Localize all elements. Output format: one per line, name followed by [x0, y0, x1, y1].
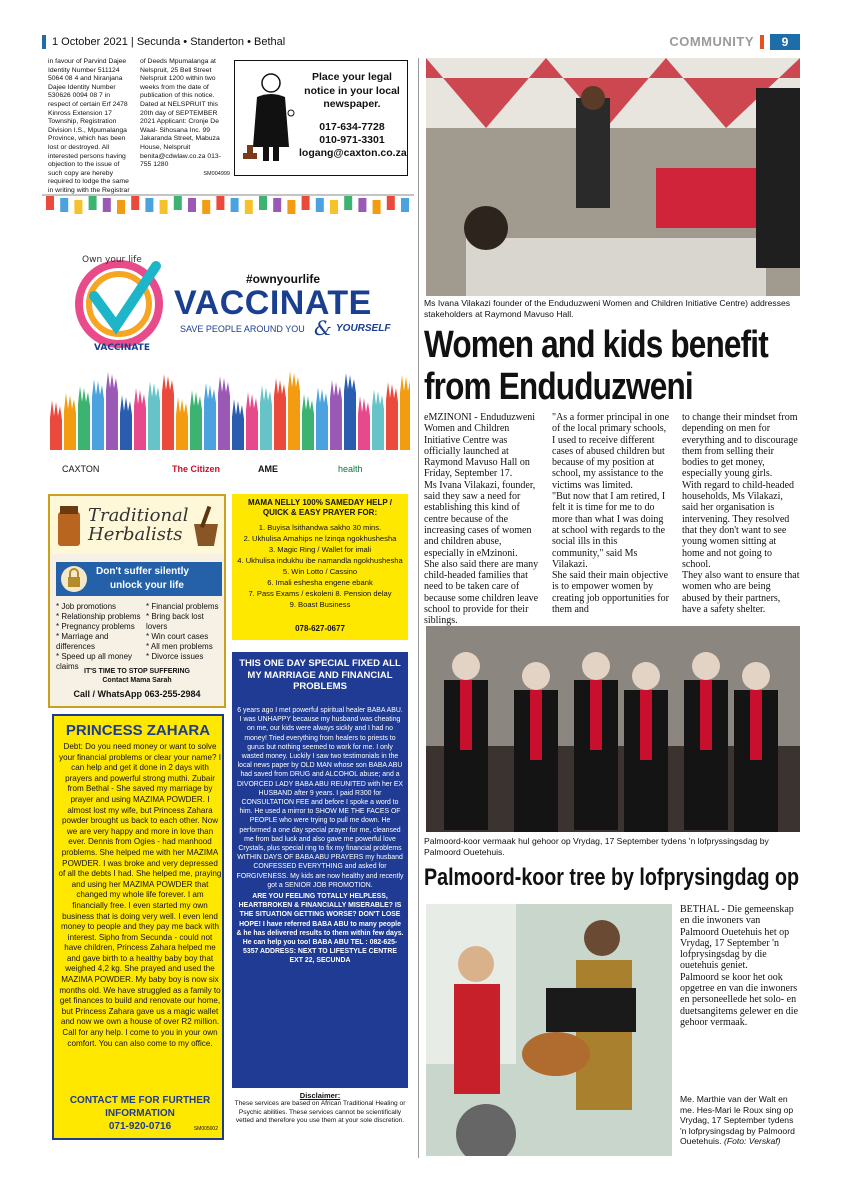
page-header — [42, 34, 800, 50]
raised-hand — [176, 397, 188, 450]
zahara-title: PRINCESS ZAHARA — [65, 722, 211, 739]
bunting-flag — [202, 200, 210, 214]
vaccinate-headline: VACCINATE — [174, 284, 372, 322]
article2-headline: Palmoord-koor tree by lofprysingdag op — [424, 864, 800, 891]
bunting-decoration — [42, 192, 414, 218]
herbalists-banner-line2: unlock your life — [110, 580, 184, 591]
photo-credit: (Foto: Verskaf) — [723, 1136, 781, 1146]
badge-top-text: Own your life — [82, 255, 142, 265]
raised-hand — [344, 373, 356, 450]
bunting-flag — [160, 200, 168, 214]
mortar-icon — [192, 504, 220, 548]
bunting-flag — [174, 196, 182, 210]
mama-nelly-title: MAMA NELLY 100% SAMEDAY HELP / QUICK & EASY PRAYER FOR: — [247, 498, 393, 517]
raised-hand — [50, 400, 62, 450]
raised-hand — [120, 395, 132, 450]
choir-photo — [426, 626, 800, 832]
page-number: 9 — [770, 34, 800, 50]
bunting-flag — [302, 196, 310, 210]
baba-abu-body: 6 years ago I met powerful spiritual healer BABA ABU. I was UNHAPPY because my husband was cheating on me, our kids were always sickly and I had no money! Tried everything from healers to priests to gurus but nothing seemed to work for me. I only wasted money. Luckily I saw two testimonials in the local news paper by OLD MAN whose son BABA ABU had saved from DRUG and ALCOHOL abuse; and a DIVORCED LADY BABA ABU REUNITED with her EX HUSBAND after 9 years. I paid R300 for CONSULTATION FEE and before I spoke a word to him. He used a mirror to SHOW ME THE FACES OF PEOPLE who were trying to pull me down. He performed a one day special prayer for me, cleansed me from bad luck and also gave me powerful love Crystals, plus special ring to fix my financial problems WITHIN DAYS OF BABA ABU PRAYERS my husband CONFESSED EVERYTHING and asked for FORGIVENESS. My kids are now healthy and recently got a SENIOR JOB PROMOTION. ARE YOU FEELING TOTALLY HELPLESS, HEARTBROKEN & FINANCIALLY MISERABLE? IS THE SITUATION GETTING WORSE? DON'T LOSE HOPE! I have referred BABA ABU to many people & he has delivered results to them within few days. He can help you too! BABA ABU TEL : 082-625-5357 ADDRESS: NEXT TO LIFESTYLE CENTRE EXT 22, SECUNDA — [236, 707, 404, 965]
health-logo: health — [338, 464, 363, 474]
bunting-flag — [316, 198, 324, 212]
legal-notice-ref: SM004999 — [203, 170, 230, 177]
herbalists-list-b: * Financial problems * Bring back lost lovers * Win court cases * All men problems * Divorce issues — [146, 602, 219, 661]
bunting-flag — [89, 196, 97, 210]
legal-notice-col1: in favour of Parvind Dajee Identity Number 511124 5064 08 4 and Niranjana Dajee Identity Number 530626 0094 08 7 in respect of certain Erf 2478 Kinross Extension 17 Township, Registration Division I.S., Mpumalanga Province, which has been lost or destroyed. All interested persons having objection to the issue of such copy are hereby required to lodge the same in writing with the Registrar — [48, 58, 130, 194]
raised-hand — [288, 371, 300, 450]
legal-notice-col2 — [140, 58, 230, 178]
photo-caption-3 — [680, 1094, 800, 1147]
singer-head — [632, 662, 660, 690]
raised-hand — [330, 380, 342, 450]
raised-hand — [106, 372, 118, 450]
ame-logo: AME — [258, 464, 278, 474]
bunting-flag — [216, 196, 224, 210]
header-accent-bar — [42, 35, 46, 49]
herbalists-ending: IT'S TIME TO STOP SUFFERING Contact Mama Sarah — [84, 668, 190, 684]
disclaimer-heading: Disclaimer: — [299, 1091, 341, 1100]
zahara-contact: CONTACT ME FOR FURTHER INFORMATION 071-920-0716 — [58, 1094, 222, 1133]
disclaimer — [232, 1092, 408, 1126]
legal-notice-ad — [234, 60, 408, 176]
singer-head — [692, 652, 720, 680]
vaccinate-amp: & — [314, 316, 332, 340]
photo-caption-2: Palmoord-koor vermaak hul gehoor op Vrydag, 17 September tydens 'n lofpryssingsdag by Palmoord Ouetehuis. — [424, 836, 769, 857]
herbalists-header — [50, 496, 224, 554]
bunting-flag — [60, 198, 68, 212]
raised-hand — [372, 389, 384, 450]
raised-hand — [148, 381, 160, 450]
traditional-herbalists-ad — [48, 494, 226, 708]
bunting-flag — [401, 198, 409, 212]
photo-caption-3-text: Me. Marthie van der Walt en me. Hes-Mari le Roux sing op Vrydag, 17 September tydens 'n lofprysingsdag by Palmoord Ouetehuis. — [680, 1094, 795, 1146]
legal-email: logang@caxton.co.za — [299, 147, 407, 159]
bunting-flag — [373, 200, 381, 214]
baba-abu-ad — [232, 652, 408, 1088]
singer-scarf — [640, 690, 652, 760]
section-title: COMMUNITY — [669, 34, 754, 49]
bunting-flag — [358, 198, 366, 212]
raised-hand — [204, 383, 216, 450]
herbalists-title: Traditional Herbalists — [88, 505, 189, 545]
bunting-flag — [46, 196, 54, 210]
herbalists-banner-line1: Don't suffer silently — [96, 566, 189, 577]
singers-photo — [426, 904, 672, 1156]
raised-hand — [92, 379, 104, 450]
singer-head — [742, 662, 770, 690]
column-divider — [418, 58, 419, 1158]
raised-hand — [358, 396, 370, 450]
singer-scarf — [700, 680, 712, 750]
raised-hand — [386, 382, 398, 450]
bunting-flag — [103, 198, 111, 212]
singer-head — [582, 652, 610, 680]
vaccinate-tagline: SAVE PEOPLE AROUND YOU — [180, 324, 305, 334]
legal-phone-2: 010-971-3301 — [319, 134, 385, 146]
article1-col3: to change their mindset from depending on men for everything and to discourage them from selling their bodies to get money, especially young girls. With regard to child-headed households, Ms Vilakazi, said her organisation is intervening. They resolved that they don't want to see young women sitting at home and not going to school. They also want to ensure that women who are being abused by their partners, have a safety shelter. — [682, 412, 800, 616]
caxton-logo: CAXTON — [62, 464, 100, 474]
herbalists-list-a: * Job promotions * Relationship problems * Pregnancy problems * Marriage and differences * Speed up all money claims — [56, 602, 141, 671]
singer-scarf — [590, 680, 602, 750]
baba-abu-title: THIS ONE DAY SPECIAL FIXED ALL MY MARRIAGE AND FINANCIAL PROBLEMS — [239, 658, 401, 692]
dateline: 1 October 2021 | Secunda • Standerton • Bethal — [52, 36, 286, 48]
vaccinate-hashtag: #ownyourlife — [246, 272, 321, 286]
princess-zahara-ad — [52, 714, 224, 1140]
raised-hand — [134, 388, 146, 450]
sponsor-logos — [62, 464, 402, 480]
citizen-logo: The Citizen — [172, 464, 221, 474]
mama-nelly-items: 1. Buyisa lsithandwa sakho 30 mins. 2. Ukhulisa Amahips ne lzinqa ngokhushesha 3. Magic Ring / Wallet for imali 4. Ukhulisa indukhu ibe namandla ngokhushesha 5. Win Lotto / Cassino 6. Imali eshesha engene ebank 7. Pass Exams / eskoleni 8. Pension delay 9. Boast Business — [237, 523, 403, 609]
bunting-flag — [287, 200, 295, 214]
photo-caption-1: Ms Ivana Vilakazi founder of the Enduduzweni Women and Children Initiative Centre) addresses stakeholders at Raymond Mavuso Hall. — [424, 298, 791, 319]
raised-hand — [316, 387, 328, 450]
raised-hand — [260, 385, 272, 450]
padlock-key-icon — [60, 565, 88, 593]
article1-headline: Women and kids benefit from Enduduzweni — [424, 324, 768, 408]
article1-col1: eMZINONI - Enduduzweni Women and Children Initiative Centre was officially launched at Raymond Mavuso Hall on Friday, September 17. Ms Ivana Vilakazi, founder, said they saw a need for establishing this kind of centre because of the increasing cases of women and children abuse, especially in eMzinoni. She also said there are many child-headed families that need to be taken care of because some children leave school to provide for their siblings. — [424, 412, 539, 627]
bunting-flag — [259, 196, 267, 210]
bunting-flag — [188, 198, 196, 212]
legal-notice-title: Place your legal notice in your local newspaper. — [304, 71, 400, 110]
bunting-flag — [387, 196, 395, 210]
article2-body: BETHAL - Die gemeenskap en die inwoners van Palmoord Ouetehuis het op Vrydag, 17 September 'n lofprysingsdag by die ouetehuis geniet. Palmoord se koor het ook opgetree en van die inwoners en personeellede het solo- en duetsangitems gelewer en die gehoor vermaak. — [680, 904, 799, 1028]
raised-hand — [232, 399, 244, 450]
article1-col2: "As a former principal in one of the local primary schools, I used to receive different cases of abused children but because of my position at school, my assistance to the victims was limited. "But now that I am retired, I felt it is time for me to do more than what I was doing at school with regards to the social ills in this community," said Ms Vilakazi. She said their main objective is to empower women by creating job opportunities for them and — [552, 412, 670, 616]
vaccinate-badge-logo — [64, 246, 174, 356]
raised-hand — [274, 378, 286, 450]
bunting-flag — [231, 198, 239, 212]
bunting-flag — [344, 196, 352, 210]
singer-head — [452, 652, 480, 680]
bunting-flag — [273, 198, 281, 212]
bunting-flag — [330, 200, 338, 214]
bunting-flag — [117, 200, 125, 214]
vaccinate-yourself: YOURSELF — [336, 323, 391, 334]
raised-hand — [246, 392, 258, 450]
raised-hands-illustration — [46, 366, 410, 450]
raised-hand — [302, 394, 314, 450]
singer-scarf — [460, 680, 472, 750]
raised-hand — [162, 374, 174, 450]
herbalists-banner — [56, 562, 222, 596]
badge-bottom-text: VACCINATE — [94, 343, 150, 353]
vilakazi-speech-photo — [426, 58, 800, 296]
bunting-flag — [74, 200, 82, 214]
raised-hand — [190, 390, 202, 450]
bunting-flag — [131, 196, 139, 210]
herb-jar-icon — [54, 502, 84, 548]
legal-notice-text: of Deeds Mpumalanga at Nelspruit, 25 Bell Street Nelspruit 1200 within two weeks from the date of publication of this notice. Dated at NELSPRUIT this 20th day of SEPTEMBER 2021 Applicant: Cronje De Waal- Sihosana Inc. 99 Jakaranda Street, Mabuza House, Nelspruit benita@cdwlaw.co.za 013-755 1280 — [140, 58, 221, 169]
bunting-flag — [145, 198, 153, 212]
zahara-phone: 071-920-0716 — [108, 1121, 172, 1132]
singer-scarf — [530, 690, 542, 760]
disclaimer-text: These services are based on African Traditional Healing or Psychic abilities. These services cannot be scientifically vetted and therefore you use them at your sole discretion. — [234, 1100, 406, 1125]
section-accent-bar — [760, 35, 764, 49]
judge-figure-icon — [241, 69, 301, 169]
raised-hand — [78, 386, 90, 450]
mama-nelly-ad — [232, 494, 408, 640]
raised-hand — [400, 375, 410, 450]
raised-hand — [218, 376, 230, 450]
zahara-ref: SM005002 — [193, 1126, 218, 1132]
singer-scarf — [750, 690, 762, 760]
zahara-body: Debt: Do you need money or want to solve your financial problems or clear your name? I can help and get it done in 2 days with prayers and powerful strong muthi. Zubair from Bethal - She saved my marriage by prayer and using MAZIMA POWDER. I almost lost my wife, but Princess Zahara powder brought us back to each other. Now we are very happy and more in love than ever. Dennis from Ogies - had manhood problems. She helped me with her MAZIMA POWDER. I was broke and very depressed of all the debts I had. She helped me, praying and using her MAZIMA POWDER that changed my whole life forever. I am financially free. I even started my own business that is doing very well. I even lend money to people and they pay me back with interest. Sipho from Secunda - could not have children, Princess Zahara helped me and gave birth to a healthy baby boy that weighed 4,2 kg. She prayed and used the MAZIMA POWDER. My baby boy is now six months old. We have struggled as a family to get finances to build and renovate our home, but Princess Zahara gave us a magic wallet and now we own a house of over R2 million. Call for any help. I come to you in your own comfort. You can also come to my office. — [58, 742, 222, 1048]
singer-head — [522, 662, 550, 690]
raised-hand — [64, 393, 76, 450]
legal-phone-1: 017-634-7728 — [319, 121, 385, 133]
bunting-flag — [245, 200, 253, 214]
legal-notice-contacts — [299, 121, 405, 160]
herbalists-call: Call / WhatsApp 063-255-2984 — [73, 689, 201, 699]
vaccinate-ad — [42, 240, 414, 484]
mama-nelly-phone: 078-627-0677 — [295, 624, 345, 633]
